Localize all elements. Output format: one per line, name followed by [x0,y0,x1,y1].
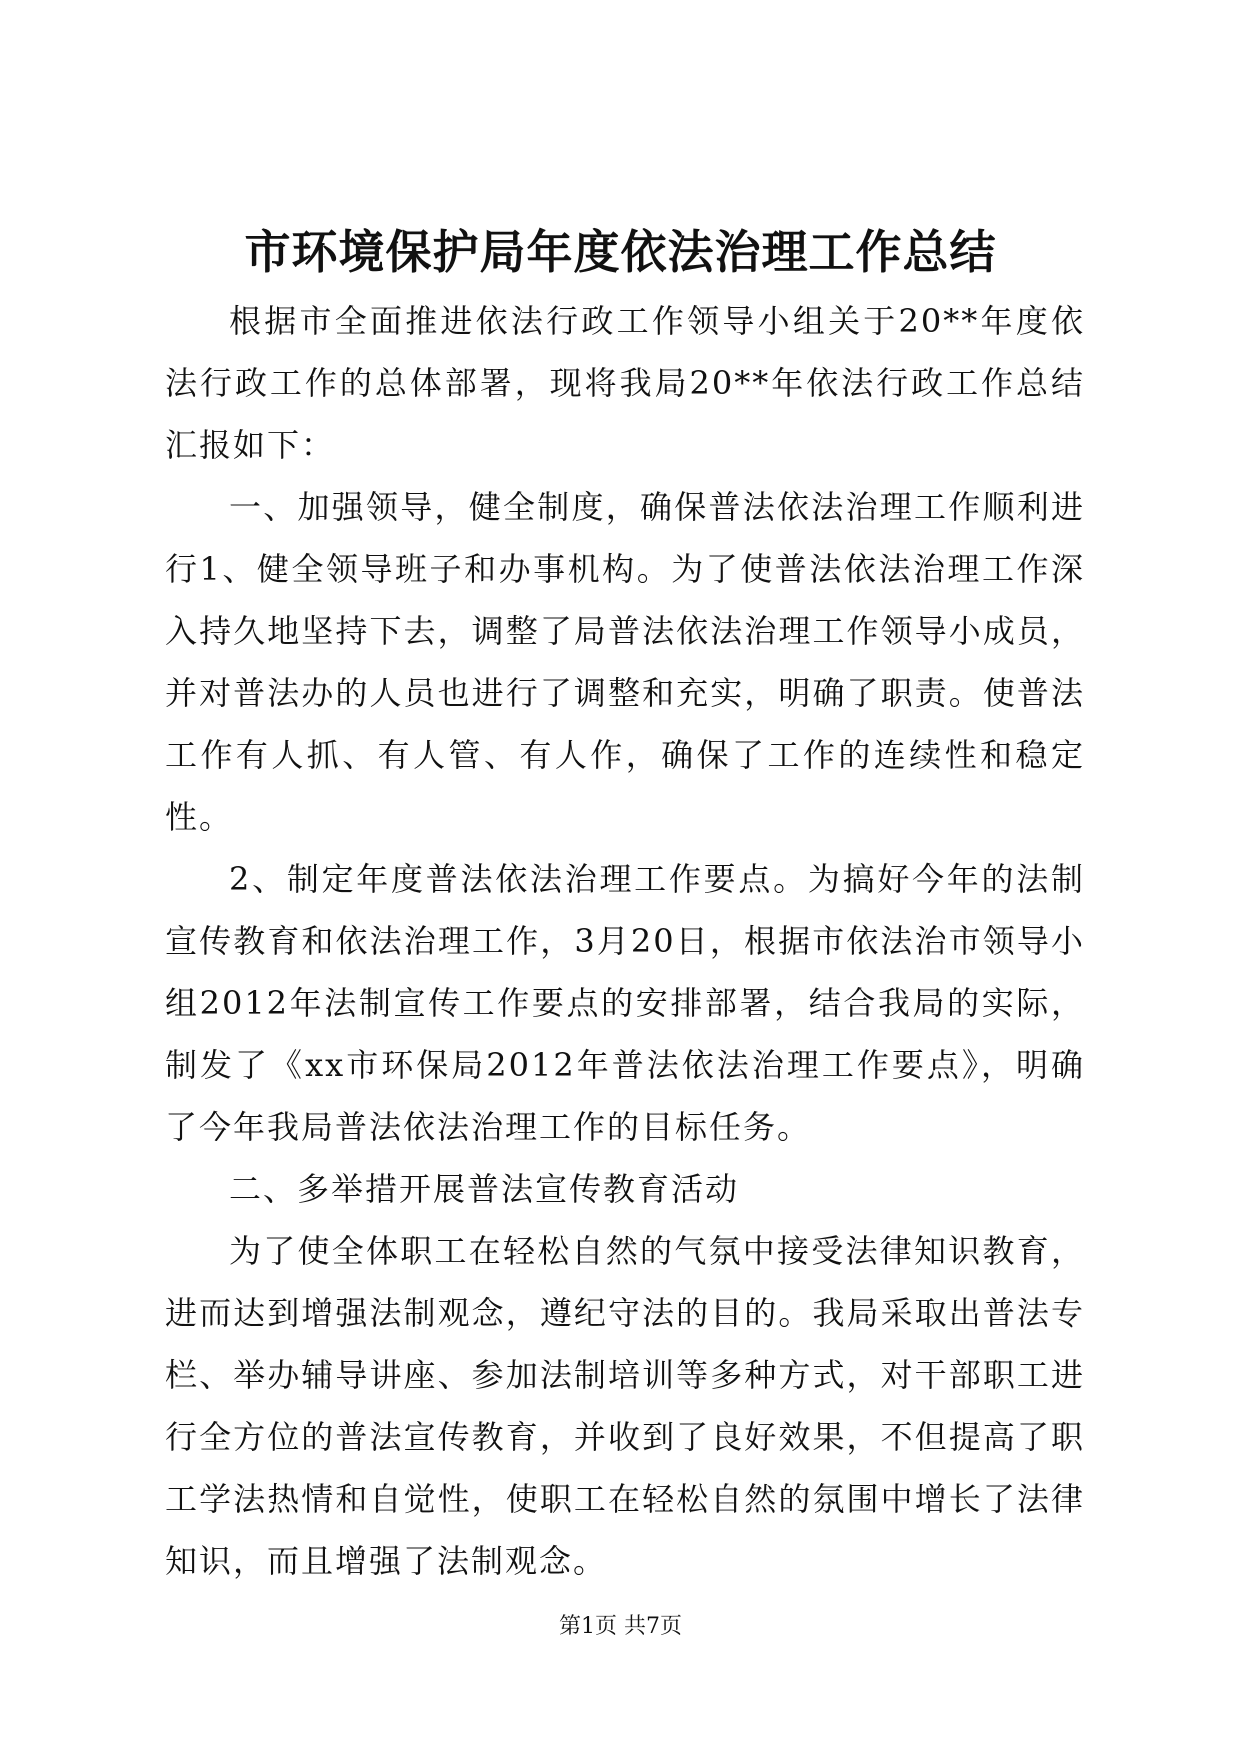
document-title: 市环境保护局年度依法治理工作总结 [244,225,997,279]
section-two-heading: 二、多举措开展普法宣传教育活动 [229,1170,740,1208]
section-two-paragraph: 为了使全体职工在轻松自然的气氛中接受法律知识教育，进而达到增强法制观念，遵纪守法的目的。我局采取出普法专栏、举办辅导讲座、参加法制培训等多种方式，对干部职工进行全方位的普法宣传教育，并收到了良好效果，不但提高了职工学法热情和自觉性，使职工在轻松自然的氛围中增长了法律知识，而且增强了法制观念。 [165,1232,1085,1580]
intro-paragraph: 根据市全面推进依法行政工作领导小组关于20**年度依法行政工作的总体部署，现将我局20**年依法行政工作总结汇报如下： [165,302,1085,464]
page-number-footer: 第1页 共7页 [559,1614,682,1639]
section-one-paragraph: 一、加强领导，健全制度，确保普法依法治理工作顺利进行1、健全领导班子和办事机构。为了使普法依法治理工作深入持久地坚持下去，调整了局普法依法治理工作领导小成员，并对普法办的人员也进行了调整和充实，明确了职责。使普法工作有人抓、有人管、有人作，确保了工作的连续性和稳定性。 [165,488,1085,836]
document-body [165,290,1085,1592]
item-two-paragraph: 2、制定年度普法依法治理工作要点。为搞好今年的法制宣传教育和依法治理工作，3月20日，根据市依法治市领导小组2012年法制宣传工作要点的安排部署，结合我局的实际，制发了《xx市环保局2012年普法依法治理工作要点》，明确了今年我局普法依法治理工作的目标任务。 [165,860,1085,1146]
